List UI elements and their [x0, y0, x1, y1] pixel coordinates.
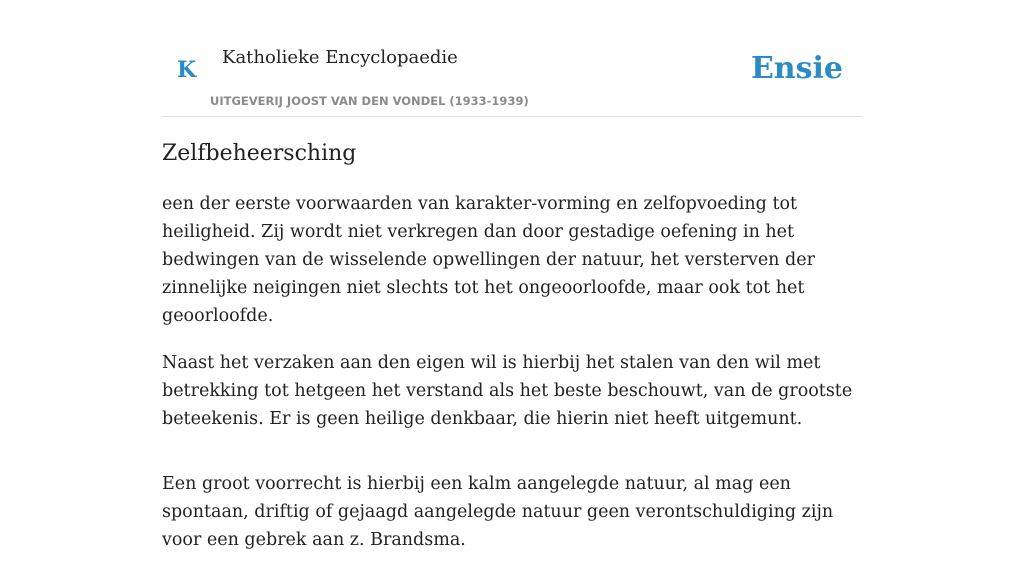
article-paragraph: Een groot voorrecht is hierbij een kalm aangelegde natuur, al mag een spontaan, driftig of gejaagd aangelegde natuur geen verontschuldiging zijn voor een gebrek aan z. Brandsma.: [162, 474, 834, 550]
publisher-label: UITGEVERIJ JOOST VAN DEN VONDEL (1933-1939): [210, 94, 529, 108]
article-paragraph: Naast het verzaken aan den eigen wil is hierbij het stalen van den wil met betrekking tot hetgeen het verstand als het beste beschouwt, van de grootste beteekenis. Er is geen heilige denkbaar, die hierin niet heeft uitgemunt.: [162, 353, 853, 429]
article-paragraph: een der eerste voorwaarden van karakter-vorming en zelfopvoeding tot heiligheid. Zij wordt niet verkregen dan door gestadige oefening in het bedwingen van de wisselende opwellingen der natuur, het versterven der zinnelijke neigingen niet slechts tot het ongeoorloofde, maar ook tot het geoorloofde.: [162, 194, 815, 326]
encyclopedia-logo-icon[interactable]: K: [177, 57, 197, 83]
paragraph-spacer: [162, 452, 862, 470]
book-title-link[interactable]: Katholieke Encyclopaedie: [222, 47, 458, 68]
article: [162, 138, 862, 573]
ensie-logo-link[interactable]: Ensie: [750, 51, 843, 86]
site-header: [162, 0, 862, 117]
entry-title: Zelfbeheersching: [162, 141, 357, 166]
